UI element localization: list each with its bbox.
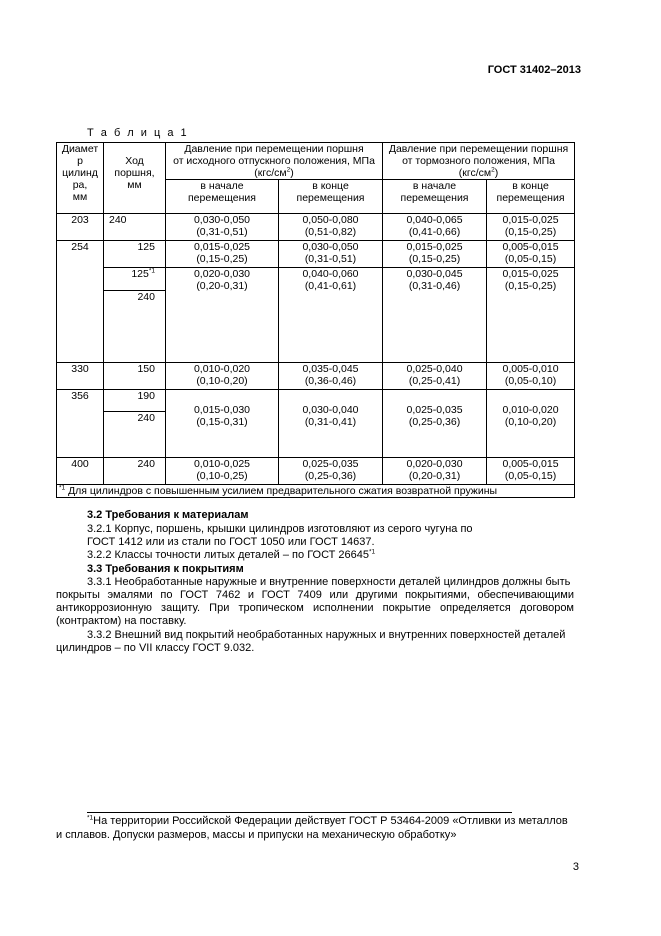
section-3-3-heading: 3.3 Требования к покрытиям <box>87 563 244 575</box>
cell-value: 0,005-0,015 (0,05-0,15) <box>487 241 575 268</box>
cell-value: 0,025-0,040 (0,25-0,41) <box>383 363 487 390</box>
para-3-3-1-cont: антикоррозионную защиту. При тропическом исполнении покрытие определяется договором <box>56 602 574 614</box>
subheader-start: в начале перемещения <box>383 180 487 214</box>
cell-diameter: 203 <box>57 214 104 241</box>
cell-diameter: 254 <box>57 241 104 363</box>
para-3-3-2: 3.3.2 Внешний вид покрытий необработанных наружных и внутренних поверхностей деталей <box>87 629 566 641</box>
cell-value: 0,025-0,035 (0,25-0,36) <box>383 390 487 458</box>
cell-diameter: 356 <box>57 390 104 458</box>
para-3-3-1-cont: (контрактом) на поставку. <box>56 615 187 627</box>
subheader-start: в начале перемещения <box>166 180 279 214</box>
cell-value: 0,050-0,080 (0,51-0,82) <box>279 214 383 241</box>
col-group-brake-position: Давление при перемещении поршня от тормозного положения, МПа $(кгс/см^2)$ <box>383 143 575 180</box>
col-header-diameter: Диамет р цилинд ра, мм <box>57 143 104 214</box>
cell-value: 0,030-0,040 (0,31-0,41) <box>279 390 383 458</box>
cell-stroke: 190 <box>104 390 166 412</box>
footnote-line-1: $^{*1}$На территории Российской Федерации действует ГОСТ Р 53464-2009 «Отливки из металлов <box>87 814 568 827</box>
table-row <box>57 390 575 412</box>
para-3-2-1-cont: ГОСТ 1412 или из стали по ГОСТ 1050 или ГОСТ 14637. <box>87 536 375 548</box>
cell-value: 0,025-0,035 (0,25-0,36) <box>279 458 383 485</box>
cell-value: 0,015-0,025 (0,15-0,25) <box>166 241 279 268</box>
table-row <box>57 363 575 390</box>
col-header-stroke: Ход поршня, мм <box>104 143 166 214</box>
subheader-end: в конце перемещения <box>487 180 575 214</box>
cell-stroke: 240 <box>104 291 166 363</box>
subheader-end: в конце перемещения <box>279 180 383 214</box>
cell-stroke: 125 <box>104 241 166 268</box>
cell-diameter: 400 <box>57 458 104 485</box>
para-3-3-1-cont: покрыты эмалями по ГОСТ 7462 и ГОСТ 7409 или другими покрытиями, обеспечивающими <box>56 589 574 601</box>
cell-value: 0,015-0,030 (0,15-0,31) <box>166 390 279 458</box>
cell-value: 0,040-0,065 (0,41-0,66) <box>383 214 487 241</box>
para-3-3-1: 3.3.1 Необработанные наружные и внутренние поверхности деталей цилиндров должны быть <box>87 576 571 588</box>
para-3-2-1: 3.2.1 Корпус, поршень, крышки цилиндров изготовляют из серого чугуна по <box>87 523 473 535</box>
col-group-initial-position: Давление при перемещении поршня от исходного отпускного положения, МПа $(кгс/см^2)$ <box>166 143 383 180</box>
table-caption: Т а б л и ц а 1 <box>87 127 189 139</box>
table-row <box>57 268 575 291</box>
cell-value: 0,015-0,025 (0,15-0,25) <box>487 268 575 363</box>
cell-value: 0,020-0,030 (0,20-0,31) <box>383 458 487 485</box>
table-row <box>57 214 575 241</box>
cell-stroke: 150 <box>104 363 166 390</box>
cell-stroke: 125$^{*1}$ <box>104 268 166 291</box>
cell-value: 0,040-0,060 (0,41-0,61) <box>279 268 383 363</box>
cell-stroke: 240 <box>104 458 166 485</box>
document-header: ГОСТ 31402–2013 <box>487 64 581 76</box>
cell-value: 0,020-0,030 (0,20-0,31) <box>166 268 279 363</box>
table-row <box>57 458 575 485</box>
cell-value: 0,030-0,050 (0,31-0,51) <box>166 214 279 241</box>
cell-value: 0,005-0,010 (0,05-0,10) <box>487 363 575 390</box>
cell-value: 0,015-0,025 (0,15-0,25) <box>487 214 575 241</box>
footnote-line-2: и сплавов. Допуски размеров, массы и припуски на механическую обработку» <box>56 829 457 841</box>
cell-value: 0,005-0,015 (0,05-0,15) <box>487 458 575 485</box>
pressure-table <box>56 142 575 498</box>
table-note: $^{*1}$ Для цилиндров с повышенным усилием предварительного сжатия возвратной пружины <box>57 485 575 498</box>
cell-diameter: 330 <box>57 363 104 390</box>
table-row <box>57 241 575 268</box>
section-3-2-heading: 3.2 Требования к материалам <box>87 509 249 521</box>
para-3-3-2-cont: цилиндров – по VII классу ГОСТ 9.032. <box>56 642 255 654</box>
cell-value: 0,010-0,020 (0,10-0,20) <box>166 363 279 390</box>
cell-stroke: 240 <box>104 412 166 458</box>
page-number: 3 <box>572 861 579 873</box>
cell-value: 0,035-0,045 (0,36-0,46) <box>279 363 383 390</box>
cell-value: 0,010-0,020 (0,10-0,20) <box>487 390 575 458</box>
footnote-divider <box>87 812 512 813</box>
cell-value: 0,015-0,025 (0,15-0,25) <box>383 241 487 268</box>
para-3-2-2: 3.2.2 Классы точности литых деталей – по ГОСТ 26645$^{*1}$ <box>87 548 376 561</box>
cell-value: 0,030-0,045 (0,31-0,46) <box>383 268 487 363</box>
cell-value: 0,030-0,050 (0,31-0,51) <box>279 241 383 268</box>
cell-stroke: 240 <box>104 214 166 241</box>
cell-value: 0,010-0,025 (0,10-0,25) <box>166 458 279 485</box>
